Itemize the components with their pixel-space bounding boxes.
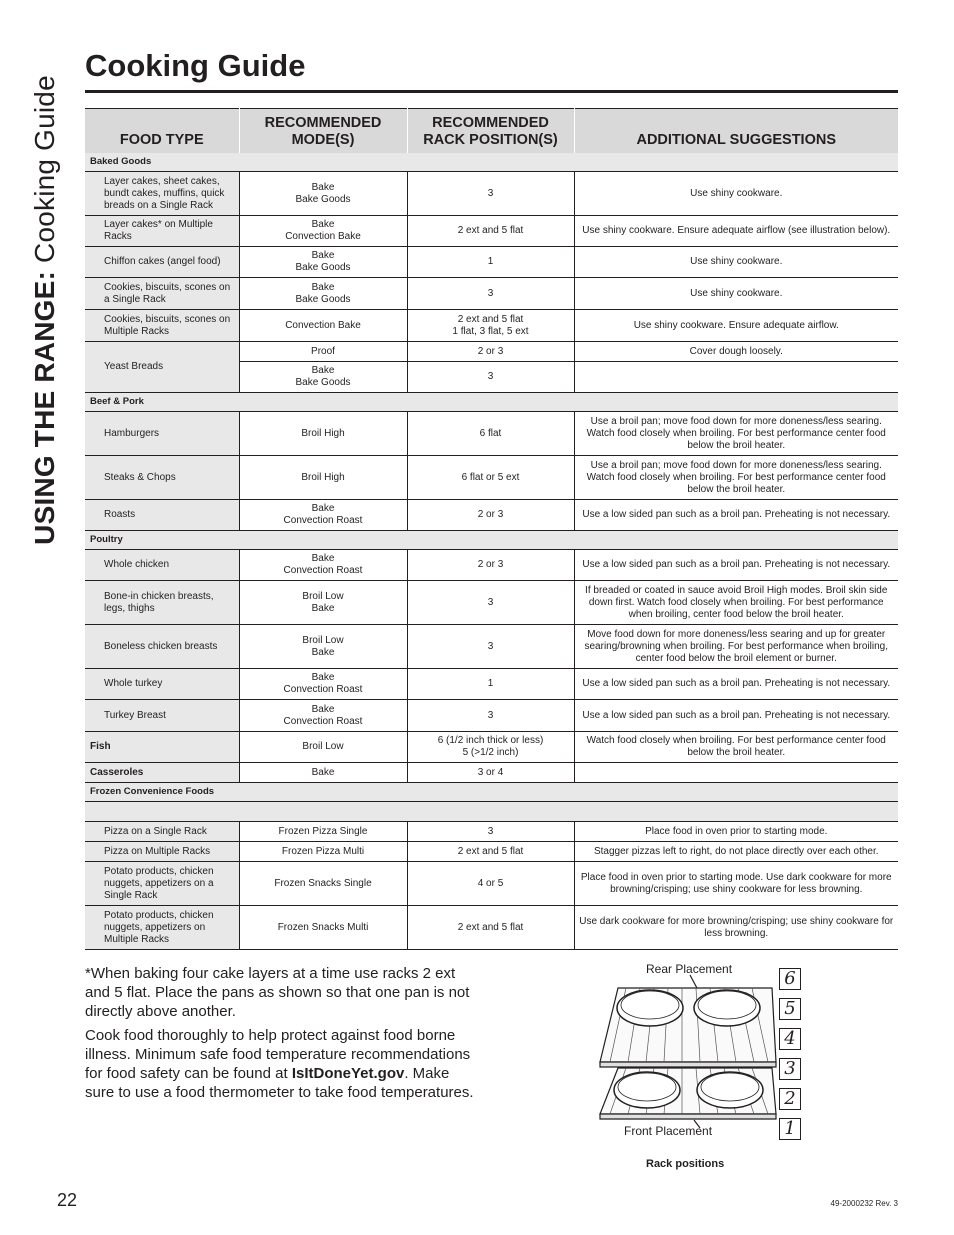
mode-cell: Broil High [239, 456, 407, 500]
table-row [85, 822, 898, 842]
food-cell: Bone-in chicken breasts, legs, thighs [85, 581, 239, 625]
rack-cell: 2 or 3 [407, 500, 574, 531]
tip-cell: Watch food closely when broiling. For best performance center food below the broil heater. [574, 732, 898, 763]
mode-cell: Bake Bake Goods [239, 247, 407, 278]
rack-cell: 3 [407, 362, 574, 393]
tip-cell: Place food in oven prior to starting mode. [574, 822, 898, 842]
tip-cell: Use dark cookware for more browning/crisping; use shiny cookware for less browning. [574, 906, 898, 950]
front-placement-label: Front Placement [624, 1124, 713, 1138]
food-cell: Turkey Breast [85, 700, 239, 732]
mode-cell: Broil Low Bake [239, 581, 407, 625]
rear-placement-label: Rear Placement [646, 962, 733, 976]
mode-cell: Frozen Snacks Single [239, 862, 407, 906]
tip-cell [574, 362, 898, 393]
mode-cell: Bake Convection Roast [239, 500, 407, 531]
table-row [85, 906, 898, 950]
mode-cell: Frozen Snacks Multi [239, 906, 407, 950]
tip-cell: Use shiny cookware. Ensure adequate airflow. [574, 310, 898, 342]
tip-cell: Use a low sided pan such as a broil pan. Preheating is not necessary. [574, 669, 898, 700]
mode-cell: Bake Bake Goods [239, 278, 407, 310]
rack-illustration [590, 960, 810, 1135]
section-row [85, 783, 898, 802]
table-row [85, 763, 898, 783]
safety-note-post: . Make sure to use a food thermometer to take food temperatures. [85, 1065, 474, 1101]
table-row [85, 247, 898, 278]
section-frozen: Frozen Convenience Foods [85, 783, 898, 802]
rack-cell: 3 [407, 172, 574, 216]
section-casseroles: Casseroles [85, 763, 239, 783]
food-cell: Potato products, chicken nuggets, appetizers on a Single Rack [85, 862, 239, 906]
table-row [85, 216, 898, 247]
mode-cell: Proof [239, 342, 407, 362]
cake-note: *When baking four cake layers at a time use racks 2 ext and 5 flat. Place the pans as shown so that one pan is not directly above another. [85, 965, 470, 1020]
food-cell: Whole turkey [85, 669, 239, 700]
rack-position-1: 1 [779, 1118, 801, 1140]
rack-position-4: 4 [779, 1028, 801, 1050]
rack-position-6: 6 [779, 968, 801, 990]
rack-cell: 3 [407, 700, 574, 732]
table-row [85, 700, 898, 732]
table-row [85, 862, 898, 906]
food-cell: Layer cakes, sheet cakes, bundt cakes, muffins, quick breads on a Single Rack [85, 172, 239, 216]
side-tab-regular: Cooking Guide [29, 75, 60, 263]
tip-cell: Stagger pizzas left to right, do not place directly over each other. [574, 842, 898, 862]
rack-cell: 2 ext and 5 flat [407, 216, 574, 247]
food-cell: Steaks & Chops [85, 456, 239, 500]
rear-right-pan [694, 990, 760, 1026]
food-cell: Boneless chicken breasts [85, 625, 239, 669]
table-row [85, 500, 898, 531]
tip-cell: Use a low sided pan such as a broil pan. Preheating is not necessary. [574, 550, 898, 581]
table-row [85, 581, 898, 625]
tip-cell: Use shiny cookware. [574, 278, 898, 310]
rack-diagram [590, 960, 810, 1138]
rack-cell: 3 [407, 822, 574, 842]
table-row [85, 342, 898, 362]
mode-cell: Broil Low [239, 732, 407, 763]
cooking-guide-table [85, 108, 898, 950]
rack-positions-caption: Rack positions [646, 1158, 725, 1170]
tip-cell [574, 763, 898, 783]
mode-cell: Bake Convection Bake [239, 216, 407, 247]
mode-cell: Bake [239, 763, 407, 783]
mode-cell: Convection Bake [239, 310, 407, 342]
table-row [85, 412, 898, 456]
rack-cell: 6 flat [407, 412, 574, 456]
food-cell: Pizza on a Single Rack [85, 822, 239, 842]
table-header-row [85, 109, 898, 153]
safety-note-pre: Cook food thoroughly to help protect against food borne illness. Minimum safe food temperature recommendations for food safety can be found at [85, 1027, 471, 1082]
food-cell: Potato products, chicken nuggets, appetizers on Multiple Racks [85, 906, 239, 950]
table-row [85, 669, 898, 700]
section-fish: Fish [85, 732, 239, 763]
rack-position-2: 2 [779, 1088, 801, 1110]
rack-cell: 3 [407, 278, 574, 310]
safety-note [85, 1026, 480, 1102]
header-suggestions: ADDITIONAL SUGGESTIONS [574, 109, 898, 153]
tip-cell: Use shiny cookware. [574, 247, 898, 278]
blank-row [85, 802, 898, 822]
table-row [85, 172, 898, 216]
table-row [85, 550, 898, 581]
side-tab-bold: USING THE RANGE: [29, 270, 60, 545]
front-right-pan [697, 1072, 763, 1108]
section-baked-goods: Baked Goods [85, 153, 898, 172]
safety-link-text: IsItDoneYet.gov [291, 1065, 405, 1082]
rack-cell: 3 [407, 625, 574, 669]
section-poultry: Poultry [85, 531, 898, 550]
table-row [85, 456, 898, 500]
page-number: 22 [57, 1190, 78, 1210]
rack-cell: 1 [407, 247, 574, 278]
section-beef-pork: Beef & Pork [85, 393, 898, 412]
rack-cell: 2 ext and 5 flat 1 flat, 3 flat, 5 ext [407, 310, 574, 342]
mode-cell: Frozen Pizza Multi [239, 842, 407, 862]
header-mode: RECOMMENDED MODE(S) [239, 109, 407, 153]
rack-cell: 1 [407, 669, 574, 700]
document-number: 49-2000232 Rev. 3 [830, 1199, 898, 1208]
table-row [85, 310, 898, 342]
rack-cell: 2 or 3 [407, 550, 574, 581]
food-cell: Hamburgers [85, 412, 239, 456]
tip-cell: Use a broil pan; move food down for more doneness/less searing. Watch food closely when broiling. For best performance center food below the broil heater. [574, 456, 898, 500]
mode-cell: Broil High [239, 412, 407, 456]
upper-rack-front [600, 1062, 776, 1067]
section-row [85, 153, 898, 172]
table-row [85, 732, 898, 763]
rack-position-5: 5 [779, 998, 801, 1020]
food-cell: Roasts [85, 500, 239, 531]
mode-cell: Bake Bake Goods [239, 362, 407, 393]
rack-position-3: 3 [779, 1058, 801, 1080]
section-side-tab [20, 40, 70, 580]
header-rack: RECOMMENDED RACK POSITION(S) [407, 109, 574, 153]
table-row [85, 625, 898, 669]
rack-cell: 4 or 5 [407, 862, 574, 906]
mode-cell: Broil Low Bake [239, 625, 407, 669]
rack-position-numbers [779, 968, 803, 1148]
tip-cell: If breaded or coated in sauce avoid Broil High modes. Broil skin side down first. Watch food closely when broiling. For best performance when broiling, center food below the broil heater. [574, 581, 898, 625]
page-title: Cooking Guide [85, 48, 306, 83]
tip-cell: Place food in oven prior to starting mode. Use dark cookware for more browning/crisping; use shiny cookware for less browning. [574, 862, 898, 906]
mode-cell: Bake Convection Roast [239, 700, 407, 732]
rack-cell: 2 or 3 [407, 342, 574, 362]
tip-cell: Use a broil pan; move food down for more doneness/less searing. Watch food closely when broiling. For best performance center food below the broil heater. [574, 412, 898, 456]
tip-cell: Use shiny cookware. Ensure adequate airflow (see illustration below). [574, 216, 898, 247]
section-row [85, 393, 898, 412]
tip-cell: Cover dough loosely. [574, 342, 898, 362]
food-cell: Cookies, biscuits, scones on a Single Rack [85, 278, 239, 310]
header-food-type: FOOD TYPE [85, 109, 239, 153]
mode-cell: Bake Bake Goods [239, 172, 407, 216]
rack-cell: 6 (1/2 inch thick or less) 5 (>1/2 inch) [407, 732, 574, 763]
rear-left-pan [617, 990, 683, 1026]
food-cell: Yeast Breads [85, 342, 239, 393]
food-cell: Layer cakes* on Multiple Racks [85, 216, 239, 247]
tip-cell: Use a low sided pan such as a broil pan. Preheating is not necessary. [574, 700, 898, 732]
tip-cell: Use shiny cookware. [574, 172, 898, 216]
mode-cell: Bake Convection Roast [239, 669, 407, 700]
food-cell: Chiffon cakes (angel food) [85, 247, 239, 278]
table-row [85, 842, 898, 862]
lower-rack-front [600, 1114, 776, 1119]
rack-cell: 3 [407, 581, 574, 625]
title-rule [85, 90, 898, 93]
table-row [85, 278, 898, 310]
rack-cell: 6 flat or 5 ext [407, 456, 574, 500]
tip-cell: Move food down for more doneness/less searing and up for greater searing/browning when broiling. For best performance when broiling, center food below the broil element or burner. [574, 625, 898, 669]
front-left-pan [614, 1072, 680, 1108]
tip-cell: Use a low sided pan such as a broil pan. Preheating is not necessary. [574, 500, 898, 531]
mode-cell: Bake Convection Roast [239, 550, 407, 581]
rack-cell: 2 ext and 5 flat [407, 842, 574, 862]
food-cell: Whole chicken [85, 550, 239, 581]
rack-cell: 2 ext and 5 flat [407, 906, 574, 950]
blank-cell [85, 802, 898, 822]
food-cell: Pizza on Multiple Racks [85, 842, 239, 862]
section-row [85, 531, 898, 550]
food-cell: Cookies, biscuits, scones on Multiple Racks [85, 310, 239, 342]
rack-cell: 3 or 4 [407, 763, 574, 783]
mode-cell: Frozen Pizza Single [239, 822, 407, 842]
